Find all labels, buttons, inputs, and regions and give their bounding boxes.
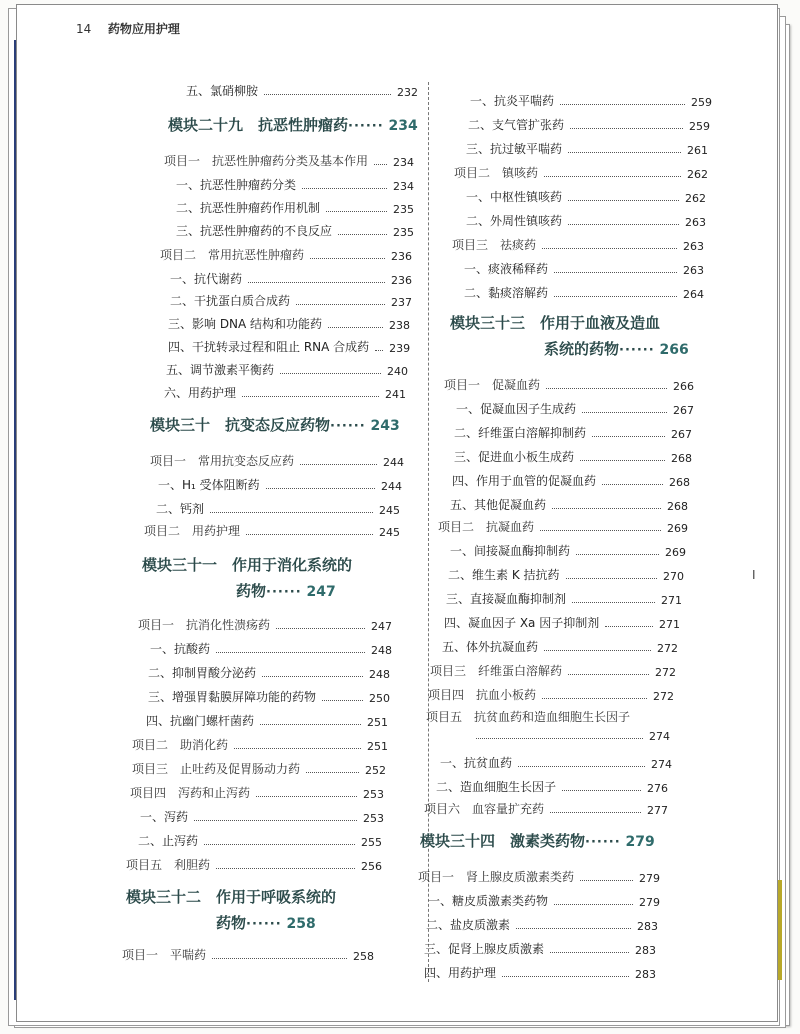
module-page: 243 bbox=[365, 418, 400, 434]
toc-item bbox=[430, 662, 676, 679]
toc-subitem bbox=[170, 292, 412, 309]
toc-subitem bbox=[464, 284, 704, 301]
entry-label: 四、凝血因子 Xa 因子抑制剂 bbox=[444, 616, 600, 630]
toc-subitem bbox=[156, 500, 400, 517]
toc-subitem bbox=[452, 472, 690, 489]
entry-page: 270 bbox=[663, 570, 684, 583]
leader-dots bbox=[542, 698, 647, 699]
entry-page: 259 bbox=[689, 120, 710, 133]
entry-page: 245 bbox=[379, 526, 400, 539]
entry-label: 二、抑制胃酸分泌药 bbox=[148, 666, 257, 680]
entry-page: 279 bbox=[639, 896, 660, 909]
leader-dots: ······ bbox=[246, 917, 282, 932]
leader-dots bbox=[502, 976, 629, 977]
leader-dots bbox=[204, 844, 355, 845]
entry-label: 一、泻药 bbox=[140, 810, 189, 824]
toc-subitem bbox=[186, 82, 418, 99]
leader-dots bbox=[302, 188, 387, 189]
entry-page: 274 bbox=[649, 730, 670, 743]
module-page: 258 bbox=[281, 916, 316, 932]
toc-subitem bbox=[168, 338, 410, 355]
entry-label: 二、抗恶性肿瘤药作用机制 bbox=[176, 201, 321, 215]
entry-label: 项目四 泻药和止泻药 bbox=[130, 786, 251, 800]
entry-label: 项目一 平喘药 bbox=[122, 948, 207, 962]
entry-page: 234 bbox=[393, 180, 414, 193]
entry-label: 项目五 抗贫血药和造血细胞生长因子 bbox=[426, 710, 631, 724]
leader-dots bbox=[546, 388, 667, 389]
entry-label: 二、止泻药 bbox=[138, 834, 199, 848]
entry-label: 项目二 镇咳药 bbox=[454, 166, 539, 180]
entry-page: 267 bbox=[673, 404, 694, 417]
entry-page: 252 bbox=[365, 764, 386, 777]
leader-dots bbox=[280, 373, 381, 374]
module-heading bbox=[126, 886, 336, 907]
entry-label: 一、抗恶性肿瘤药分类 bbox=[176, 178, 297, 192]
entry-page: 268 bbox=[669, 476, 690, 489]
entry-label: 二、外周性镇咳药 bbox=[466, 214, 563, 228]
entry-page: 268 bbox=[671, 452, 692, 465]
toc-subitem bbox=[442, 638, 678, 655]
toc-subitem bbox=[176, 222, 414, 239]
entry-label: 五、体外抗凝血药 bbox=[442, 640, 539, 654]
entry-label: 项目二 用药护理 bbox=[144, 524, 241, 538]
leader-dots: ······ bbox=[266, 585, 302, 600]
entry-page: 279 bbox=[639, 872, 660, 885]
module-heading bbox=[420, 830, 655, 851]
toc-subitem bbox=[466, 140, 708, 157]
entry-page: 236 bbox=[391, 250, 412, 263]
module-title: 系统的药物 bbox=[544, 340, 620, 358]
leader-dots: ······ bbox=[348, 119, 384, 134]
entry-label: 一、抗代谢药 bbox=[170, 272, 243, 286]
entry-page: 253 bbox=[363, 812, 384, 825]
module-title: 作用于呼吸系统的 bbox=[216, 888, 337, 906]
leader-dots bbox=[582, 412, 667, 413]
entry-label: 项目一 常用抗变态反应药 bbox=[150, 454, 295, 468]
leader-dots bbox=[572, 602, 655, 603]
module-page: 247 bbox=[301, 584, 336, 600]
entry-label: 二、造血细胞生长因子 bbox=[436, 780, 557, 794]
entry-page: 262 bbox=[685, 192, 706, 205]
entry-page: 266 bbox=[673, 380, 694, 393]
entry-page: 271 bbox=[659, 618, 680, 631]
entry-label: 项目一 促凝血药 bbox=[444, 378, 541, 392]
module-title: 抗变态反应药物 bbox=[225, 416, 331, 434]
entry-page: 237 bbox=[391, 296, 412, 309]
leader-dots bbox=[580, 460, 665, 461]
entry-page: 248 bbox=[369, 668, 390, 681]
entry-page: 238 bbox=[389, 319, 410, 332]
entry-page: 235 bbox=[393, 226, 414, 239]
entry-page: 239 bbox=[389, 342, 411, 355]
module-number: 模块三十二 bbox=[126, 888, 202, 906]
entry-page: 264 bbox=[683, 288, 704, 301]
toc-subitem bbox=[454, 424, 692, 441]
toc-subitem bbox=[464, 260, 704, 277]
module-title: 抗恶性肿瘤药 bbox=[258, 116, 349, 134]
module-heading bbox=[150, 414, 400, 435]
entry-page: 283 bbox=[635, 944, 656, 957]
leader-dots bbox=[246, 534, 373, 535]
entry-label: 二、支气管扩张药 bbox=[468, 118, 565, 132]
entry-label: 项目四 抗血小板药 bbox=[428, 688, 537, 702]
entry-page: 263 bbox=[683, 240, 704, 253]
leader-dots bbox=[326, 211, 387, 212]
entry-page: 247 bbox=[371, 620, 392, 633]
toc-item bbox=[164, 152, 414, 169]
entry-page: 272 bbox=[653, 690, 674, 703]
toc-subitem bbox=[168, 315, 410, 332]
entry-label: 项目二 助消化药 bbox=[132, 738, 229, 752]
leader-dots bbox=[276, 628, 365, 629]
toc-subitem bbox=[450, 542, 686, 559]
entry-page: 269 bbox=[667, 522, 688, 535]
toc-subitem bbox=[428, 892, 660, 909]
toc-subitem bbox=[446, 590, 682, 607]
leader-dots bbox=[375, 350, 383, 351]
entry-page: 248 bbox=[371, 644, 392, 657]
leader-dots bbox=[554, 296, 677, 297]
leader-dots bbox=[300, 464, 377, 465]
toc-item bbox=[160, 246, 412, 263]
entry-page: 268 bbox=[667, 500, 688, 513]
leader-dots bbox=[260, 724, 361, 725]
entry-label: 一、H₁ 受体阻断药 bbox=[158, 478, 260, 492]
entry-page: 240 bbox=[387, 365, 408, 378]
page-number: 14 bbox=[76, 22, 92, 36]
entry-label: 三、影响 DNA 结构和功能药 bbox=[168, 317, 323, 331]
entry-page: 262 bbox=[687, 168, 708, 181]
entry-page: 236 bbox=[391, 274, 412, 287]
entry-page: 276 bbox=[647, 782, 668, 795]
leader-dots bbox=[296, 304, 385, 305]
entry-label: 一、促凝血因子生成药 bbox=[456, 402, 577, 416]
entry-label: 二、纤维蛋白溶解抑制药 bbox=[454, 426, 587, 440]
entry-label: 五、其他促凝血药 bbox=[450, 498, 547, 512]
module-number: 模块三十 bbox=[150, 416, 211, 434]
entry-page: 271 bbox=[661, 594, 682, 607]
toc-subitem bbox=[138, 832, 382, 849]
text-cursor-icon: I bbox=[752, 568, 756, 582]
toc-subitem bbox=[150, 640, 392, 657]
toc-subitem bbox=[158, 476, 402, 493]
toc-subitem bbox=[444, 614, 680, 631]
entry-label: 六、用药护理 bbox=[164, 386, 237, 400]
entry-page: 250 bbox=[369, 692, 390, 705]
toc-subitem bbox=[456, 400, 694, 417]
module-page: 266 bbox=[654, 342, 689, 358]
leader-dots bbox=[576, 554, 659, 555]
entry-label: 三、抗过敏平喘药 bbox=[466, 142, 563, 156]
entry-label: 四、作用于血管的促凝血药 bbox=[452, 474, 597, 488]
entry-page: 261 bbox=[687, 144, 708, 157]
toc-subitem bbox=[424, 940, 656, 957]
entry-label: 项目三 纤维蛋白溶解药 bbox=[430, 664, 563, 678]
toc-item bbox=[122, 946, 374, 963]
toc-subitem bbox=[466, 212, 706, 229]
entry-page: 274 bbox=[651, 758, 672, 771]
entry-label: 一、抗贫血药 bbox=[440, 756, 513, 770]
entry-label: 项目二 常用抗恶性肿瘤药 bbox=[160, 248, 305, 262]
toc-subitem bbox=[436, 778, 668, 795]
toc-subitem bbox=[454, 448, 692, 465]
toc-item bbox=[426, 708, 672, 725]
entry-page: 283 bbox=[637, 920, 658, 933]
module-title: 药物 bbox=[216, 914, 247, 932]
leader-dots bbox=[518, 766, 645, 767]
entry-label: 四、抗幽门螺杆菌药 bbox=[146, 714, 255, 728]
toc-subitem bbox=[450, 496, 688, 513]
module-heading bbox=[450, 312, 660, 333]
toc-subitem bbox=[466, 188, 706, 205]
entry-label: 三、直接凝血酶抑制剂 bbox=[446, 592, 567, 606]
entry-page: 283 bbox=[635, 968, 656, 981]
module-title: 作用于消化系统的 bbox=[232, 556, 353, 574]
book-title: 药物应用护理 bbox=[107, 22, 180, 36]
toc-item bbox=[452, 236, 704, 253]
leader-dots bbox=[242, 396, 379, 397]
toc-subitem bbox=[166, 361, 408, 378]
module-title: 作用于血液及造血 bbox=[540, 314, 661, 332]
toc-subitem bbox=[448, 566, 684, 583]
leader-dots bbox=[306, 772, 359, 773]
leader-dots bbox=[550, 812, 641, 813]
toc-subitem bbox=[468, 116, 710, 133]
module-number: 模块三十三 bbox=[450, 314, 526, 332]
entry-page: 267 bbox=[671, 428, 692, 441]
leader-dots bbox=[338, 234, 387, 235]
toc-subitem bbox=[170, 270, 412, 287]
module-heading bbox=[142, 554, 352, 575]
entry-label: 三、促肾上腺皮质激素 bbox=[424, 942, 545, 956]
entry-page: 255 bbox=[361, 836, 382, 849]
leader-dots bbox=[592, 436, 665, 437]
toc-item bbox=[132, 736, 388, 753]
leader-dots: ······ bbox=[619, 343, 655, 358]
entry-page: 251 bbox=[367, 716, 388, 729]
leader-dots bbox=[266, 488, 375, 489]
leader-dots bbox=[570, 128, 683, 129]
entry-label: 一、中枢性镇咳药 bbox=[466, 190, 563, 204]
entry-label: 二、钙剂 bbox=[156, 502, 205, 516]
toc-item bbox=[132, 760, 386, 777]
entry-page: 244 bbox=[381, 480, 402, 493]
leader-dots bbox=[322, 700, 363, 701]
module-heading bbox=[544, 338, 689, 359]
leader-dots bbox=[310, 258, 385, 259]
leader-dots bbox=[516, 928, 631, 929]
entry-label: 项目五 利胆药 bbox=[126, 858, 211, 872]
toc-subitem bbox=[470, 92, 712, 109]
leader-dots bbox=[568, 674, 649, 675]
entry-page: 234 bbox=[393, 156, 414, 169]
toc-item bbox=[144, 522, 400, 539]
leader-dots bbox=[602, 484, 663, 485]
module-number: 模块三十一 bbox=[142, 556, 218, 574]
toc-subitem bbox=[470, 730, 670, 743]
entry-label: 项目三 祛痰药 bbox=[452, 238, 537, 252]
toc-subitem bbox=[164, 384, 406, 401]
leader-dots bbox=[264, 94, 391, 95]
entry-label: 五、氯硝柳胺 bbox=[186, 84, 259, 98]
leader-dots bbox=[328, 327, 383, 328]
entry-label: 一、间接凝血酶抑制药 bbox=[450, 544, 571, 558]
leader-dots bbox=[544, 650, 651, 651]
entry-page: 263 bbox=[685, 216, 706, 229]
leader-dots: ······ bbox=[585, 835, 621, 850]
entry-label: 二、维生素 K 拮抗药 bbox=[448, 568, 560, 582]
entry-page: 253 bbox=[363, 788, 384, 801]
entry-label: 五、调节激素平衡药 bbox=[166, 363, 275, 377]
leader-dots bbox=[374, 164, 387, 165]
leader-dots bbox=[248, 282, 385, 283]
entry-label: 四、干扰转录过程和阻止 RNA 合成药 bbox=[168, 340, 370, 354]
toc-subitem bbox=[176, 176, 414, 193]
leader-dots bbox=[542, 248, 677, 249]
toc-subitem bbox=[440, 754, 672, 771]
entry-page: 256 bbox=[361, 860, 382, 873]
leader-dots bbox=[550, 952, 629, 953]
leader-dots bbox=[560, 104, 685, 105]
module-number: 模块三十四 bbox=[420, 832, 496, 850]
module-heading bbox=[168, 114, 418, 135]
leader-dots bbox=[568, 224, 679, 225]
entry-page: 244 bbox=[383, 456, 404, 469]
toc-item bbox=[438, 518, 688, 535]
toc-subitem bbox=[148, 688, 390, 705]
toc-subitem bbox=[140, 808, 384, 825]
entry-label: 项目三 止吐药及促胃肠动力药 bbox=[132, 762, 301, 776]
entry-label: 二、干扰蛋白质合成药 bbox=[170, 294, 291, 308]
leader-dots bbox=[212, 958, 347, 959]
leader-dots bbox=[568, 152, 681, 153]
entry-label: 项目一 抗消化性溃疡药 bbox=[138, 618, 271, 632]
leader-dots bbox=[476, 738, 643, 739]
module-number: 模块二十九 bbox=[168, 116, 244, 134]
module-title: 药物 bbox=[236, 582, 267, 600]
entry-page: 235 bbox=[393, 203, 414, 216]
entry-page: 232 bbox=[397, 86, 418, 99]
entry-label: 二、盐皮质激素 bbox=[426, 918, 511, 932]
entry-label: 四、用药护理 bbox=[424, 966, 497, 980]
entry-page: 245 bbox=[379, 504, 400, 517]
entry-page: 241 bbox=[385, 388, 406, 401]
entry-label: 一、痰液稀释药 bbox=[464, 262, 549, 276]
toc-item bbox=[130, 784, 384, 801]
leader-dots bbox=[544, 176, 681, 177]
toc-subitem bbox=[176, 199, 414, 216]
entry-page: 269 bbox=[665, 546, 686, 559]
leader-dots bbox=[210, 512, 373, 513]
leader-dots bbox=[562, 790, 641, 791]
leader-dots bbox=[580, 880, 633, 881]
leader-dots: ······ bbox=[330, 419, 366, 434]
toc-subitem bbox=[146, 712, 388, 729]
leader-dots bbox=[262, 676, 363, 677]
entry-label: 三、增强胃黏膜屏障功能的药物 bbox=[148, 690, 317, 704]
entry-page: 258 bbox=[353, 950, 374, 963]
leader-dots bbox=[216, 652, 365, 653]
entry-label: 二、黏痰溶解药 bbox=[464, 286, 549, 300]
entry-label: 项目一 肾上腺皮质激素类药 bbox=[418, 870, 575, 884]
leader-dots bbox=[234, 748, 361, 749]
leader-dots bbox=[568, 200, 679, 201]
toc-item bbox=[454, 164, 708, 181]
toc-item bbox=[126, 856, 382, 873]
entry-page: 272 bbox=[657, 642, 678, 655]
entry-page: 272 bbox=[655, 666, 676, 679]
toc-item bbox=[428, 686, 674, 703]
toc-item bbox=[418, 868, 660, 885]
leader-dots bbox=[194, 820, 357, 821]
entry-label: 一、抗炎平喘药 bbox=[470, 94, 555, 108]
entry-page: 259 bbox=[691, 96, 712, 109]
entry-label: 项目六 血容量扩充药 bbox=[424, 802, 545, 816]
module-heading bbox=[216, 912, 316, 933]
entry-label: 项目一 抗恶性肿瘤药分类及基本作用 bbox=[164, 154, 369, 168]
leader-dots bbox=[540, 530, 661, 531]
toc-item bbox=[424, 800, 668, 817]
module-page: 234 bbox=[383, 118, 418, 134]
entry-page: 277 bbox=[647, 804, 668, 817]
entry-label: 一、抗酸药 bbox=[150, 642, 211, 656]
module-heading bbox=[236, 580, 336, 601]
module-title: 激素类药物 bbox=[510, 832, 586, 850]
entry-page: 251 bbox=[367, 740, 388, 753]
leader-dots bbox=[256, 796, 357, 797]
leader-dots bbox=[554, 904, 633, 905]
toc-subitem bbox=[426, 916, 658, 933]
toc-item bbox=[150, 452, 404, 469]
toc-item bbox=[138, 616, 392, 633]
toc-subitem bbox=[424, 964, 656, 981]
leader-dots bbox=[605, 626, 653, 627]
entry-label: 一、糖皮质激素类药物 bbox=[428, 894, 549, 908]
leader-dots bbox=[554, 272, 677, 273]
toc-subitem bbox=[148, 664, 390, 681]
entry-label: 三、促进血小板生成药 bbox=[454, 450, 575, 464]
module-page: 279 bbox=[620, 834, 655, 850]
leader-dots bbox=[216, 868, 355, 869]
entry-page: 263 bbox=[683, 264, 704, 277]
toc-item bbox=[444, 376, 694, 393]
page-header bbox=[76, 20, 180, 37]
entry-label: 项目二 抗凝血药 bbox=[438, 520, 535, 534]
entry-label: 三、抗恶性肿瘤药的不良反应 bbox=[176, 224, 333, 238]
leader-dots bbox=[566, 578, 658, 579]
leader-dots bbox=[552, 508, 661, 509]
